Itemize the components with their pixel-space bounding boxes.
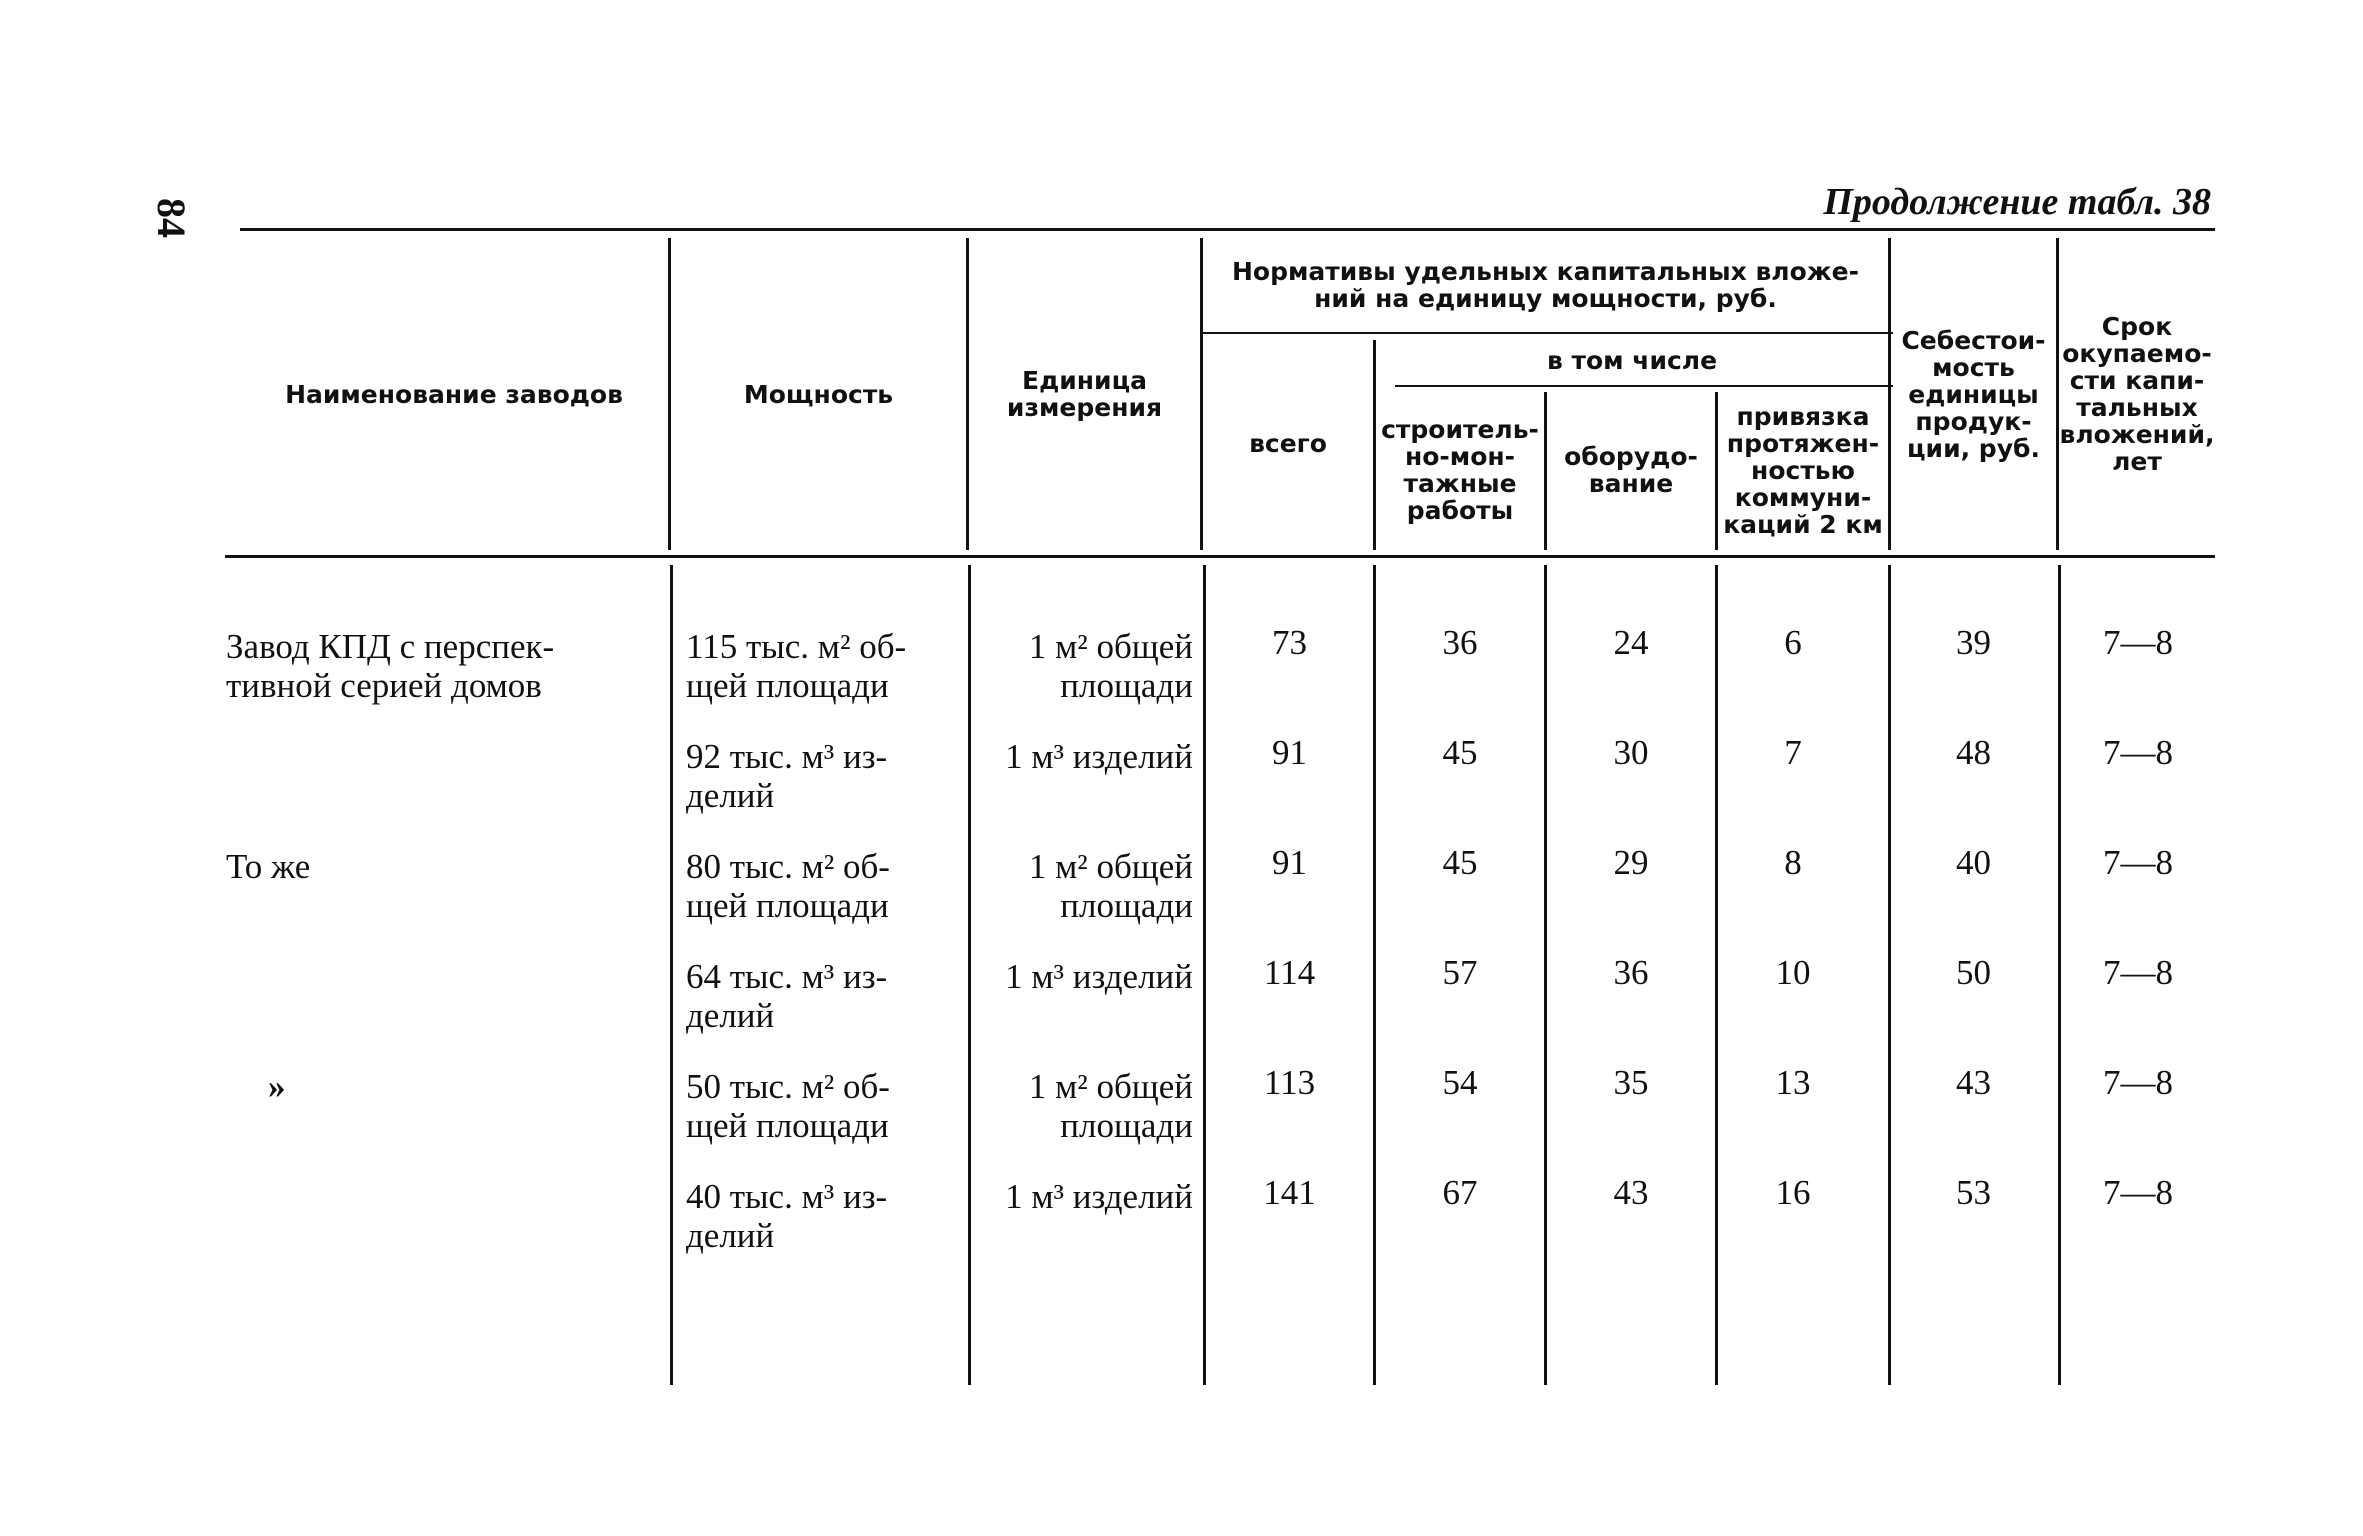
header-construction: строитель- но-мон- тажные работы <box>1381 415 1539 525</box>
norms-rule <box>1203 332 1893 334</box>
row-construction: 45 <box>1442 843 1478 882</box>
row-construction: 57 <box>1442 953 1478 992</box>
row-communications: 8 <box>1784 843 1802 882</box>
row-communications: 10 <box>1775 953 1811 992</box>
row-name: То же <box>226 847 311 886</box>
row-capacity: 50 тыс. м² об- щей площади <box>686 1067 890 1145</box>
row-construction: 36 <box>1442 623 1478 662</box>
table-caption: Продолжение табл. 38 <box>1823 181 2211 223</box>
row-unit: 1 м³ изделий <box>1005 737 1193 776</box>
row-cost: 50 <box>1956 953 1991 992</box>
including-rule <box>1395 385 1893 387</box>
row-communications: 16 <box>1775 1173 1811 1212</box>
row-payback: 7—8 <box>2103 1173 2173 1212</box>
row-payback: 7—8 <box>2103 1063 2173 1102</box>
row-capacity: 40 тыс. м³ из- делий <box>686 1177 888 1255</box>
row-name: Завод КПД с перспек- тивной серией домов <box>226 627 555 705</box>
row-equipment: 36 <box>1613 953 1649 992</box>
row-cost: 43 <box>1956 1063 1991 1102</box>
row-construction: 54 <box>1442 1063 1478 1102</box>
header-communications: привязка протяжен- ностью коммуни- каций 2 км <box>1723 401 1883 539</box>
row-cost: 40 <box>1956 843 1991 882</box>
row-unit: 1 м² общей площади <box>1028 847 1193 925</box>
row-total: 141 <box>1263 1173 1316 1212</box>
row-payback: 7—8 <box>2103 733 2173 772</box>
row-total: 91 <box>1272 843 1307 882</box>
row-payback: 7—8 <box>2103 953 2173 992</box>
row-unit: 1 м³ изделий <box>1005 1177 1193 1216</box>
row-unit: 1 м² общей площади <box>1028 627 1193 705</box>
row-communications: 13 <box>1775 1063 1811 1102</box>
top-rule <box>240 228 2215 231</box>
page-number: 84 <box>149 198 195 238</box>
header-including: в том числе <box>1546 346 1718 375</box>
row-communications: 7 <box>1784 733 1802 772</box>
row-equipment: 35 <box>1613 1063 1649 1102</box>
header-total: всего <box>1249 428 1327 458</box>
row-construction: 45 <box>1442 733 1478 772</box>
header-cost: Себестои- мость единицы продук- ции, руб. <box>1901 325 2046 463</box>
header-bottom-rule <box>225 555 2215 558</box>
row-capacity: 115 тыс. м² об- щей площади <box>686 627 907 705</box>
divider <box>670 565 673 1385</box>
row-total: 113 <box>1263 1063 1316 1102</box>
row-communications: 6 <box>1784 623 1802 662</box>
row-construction: 67 <box>1442 1173 1478 1212</box>
header-norms: Нормативы удельных капитальных вложе- ний на единицу мощности, руб. <box>1231 257 1860 313</box>
row-unit: 1 м² общей площади <box>1028 1067 1193 1145</box>
row-cost: 53 <box>1956 1173 1991 1212</box>
row-capacity: 80 тыс. м² об- щей площади <box>686 847 890 925</box>
row-total: 73 <box>1272 623 1307 662</box>
header-payback: Срок окупаемо- сти капи- тальных вложений, лет <box>2059 312 2215 476</box>
row-equipment: 30 <box>1613 733 1649 772</box>
row-total: 114 <box>1263 953 1316 992</box>
row-total: 91 <box>1272 733 1307 772</box>
row-equipment: 43 <box>1613 1173 1649 1212</box>
header-unit: Единица измерения <box>1006 366 1163 422</box>
header-name: Наименование заводов <box>285 379 623 409</box>
header-capacity: Мощность <box>743 379 894 409</box>
row-capacity: 92 тыс. м³ из- делий <box>686 737 888 815</box>
row-unit: 1 м³ изделий <box>1005 957 1193 996</box>
row-cost: 48 <box>1956 733 1991 772</box>
divider <box>968 565 971 1385</box>
row-equipment: 24 <box>1613 623 1649 662</box>
row-payback: 7—8 <box>2103 843 2173 882</box>
row-equipment: 29 <box>1613 843 1649 882</box>
row-payback: 7—8 <box>2103 623 2173 662</box>
row-capacity: 64 тыс. м³ из- делий <box>686 957 888 1035</box>
row-name: » <box>268 1067 286 1106</box>
row-cost: 39 <box>1956 623 1991 662</box>
header-equipment: оборудо- вание <box>1564 442 1698 498</box>
